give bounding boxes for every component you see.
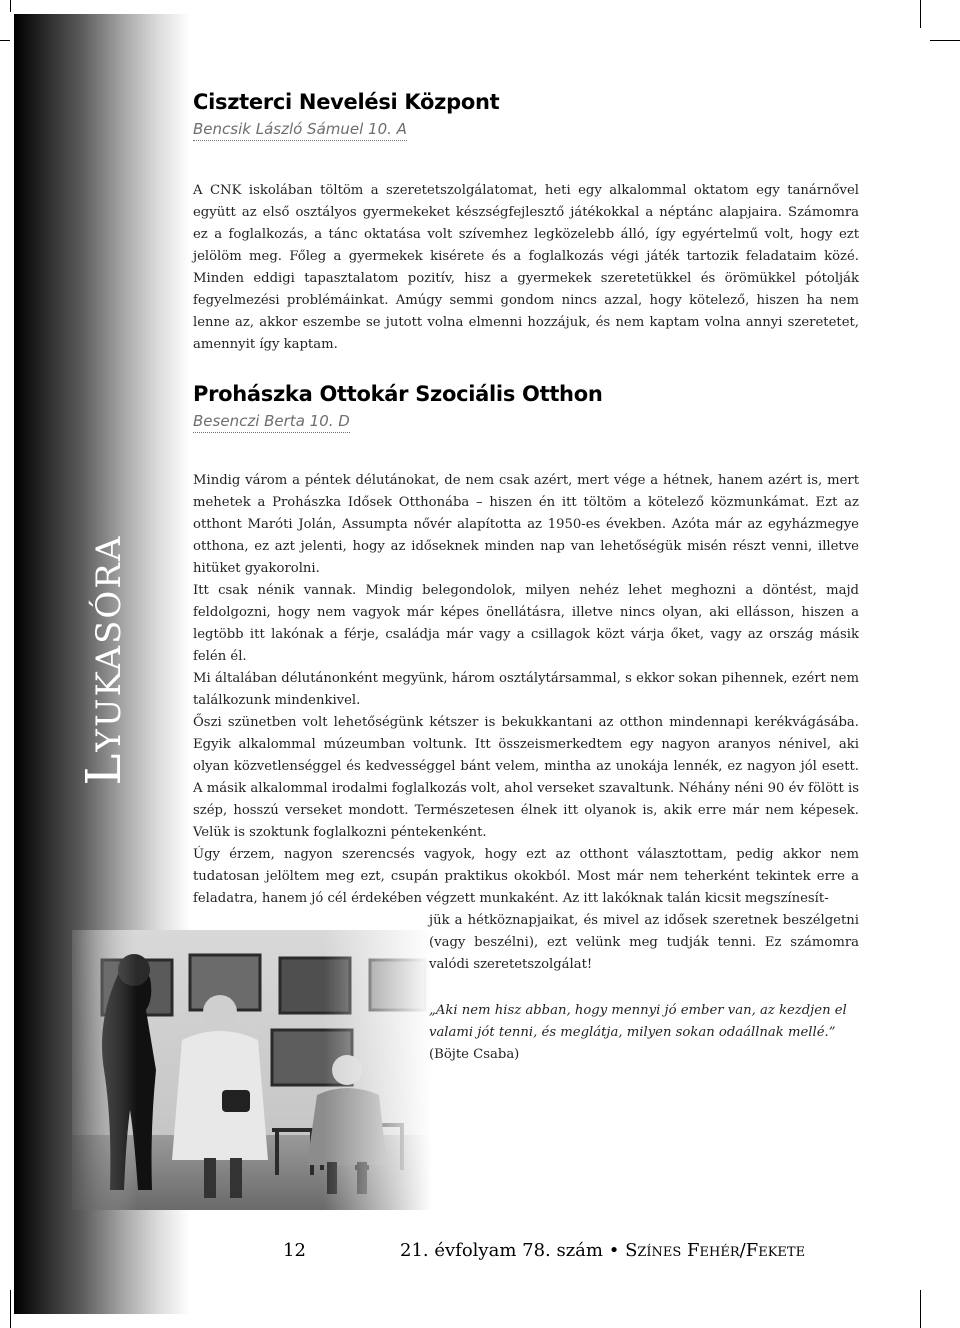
section-byline-bencsik: Bencsik László Sámuel 10. A [193,120,407,141]
crop-mark [930,40,960,41]
section-heading-prohaszka: Prohászka Ottokár Szociális Otthon [193,382,603,406]
section-body-prohaszka [193,470,859,910]
paragraph: A CNK iskolában töltöm a szeretetszolgálatomat, heti egy alkalommal oktatom egy tanárnővel együtt az első osztályos gyermekeket készségfejlesztő játékokkal a néptánc alapjaira. Számomra ez a foglalkozás, a tánc oktatása volt szívemhez legközelebb álló, így egyértelmű volt, hogy ezt jelölöm meg. Főleg a gyermekek kisérete és a foglalkozás végi játék tartozik feladataim közé. Minden eddigi tapasztalatom pozitív, hisz a gyermekek szeretetükkel és örömükkel pótolják fegyelmezési problémáinkat. Amúgy semmi gondom nincs azzal, hogy kötelező, hiszen ha nem lenne az, akkor eszembe se jutott volna elmenni hozzájuk, és nem kaptam volna annyi szeretetet, amennyit így kaptam. [193,183,859,352]
photo-elderly-visit [72,930,432,1210]
quote [429,1000,859,1066]
page-number: 12 [283,1240,306,1261]
sidebar-title: Lyukasóra [76,534,132,786]
section-byline-besenczi: Besenczi Berta 10. D [193,412,350,433]
paragraph: Őszi szünetben volt lehetőségünk kétszer is bekukkantani az otthon mindennapi kerékvágásába. Egyik alkalommal múzeumban voltunk. Itt összeismerkedtem egy nagyon aranyos nénivel, aki olyan közvetlenséggel és kedvességgel bánt velem, mintha az unokája lennék, ez nagyon jól esett. A másik alkalommal irodalmi foglalkozás volt, ahol verseket szavaltunk. Néhány néni 90 év fölött is szép, hosszú verseket mondott. Természetesen élnek itt olyanok is, akik erre már nem képesek. Velük is szoktunk foglalkozni péntekenként. [193,715,859,840]
footer-series: Színes Fehér/Fekete [625,1240,806,1261]
paragraph: Itt csak nénik vannak. Mindig belegondolok, milyen nehéz lehet meghozni a döntést, majd feldolgozni, hogy nem vagyok már képes önellátásra, illetve nincs olyan, aki ellásson, hiszen a legtöbb itt lakónak a férje, családja már vagy a csillagok közt várja őket, vagy az ország másik felén él. [193,583,859,664]
crop-mark [920,1290,921,1328]
paragraph: Mindig várom a péntek délutánokat, de nem csak azért, mert vége a hétnek, hanem azért is, mert mehetek a Prohászka Idősek Otthonába – hiszen én itt töltöm a kötelező közmunkámat. Ezt az otthont Maróti Jolán, Assumpta nővér alapította az 1950-es években. Azóta már az egyházmegye otthona, ez azt jelenti, hogy az időseknek minden nap van lehetőségük misén részt venni, illetve hitüket gyakorolni. [193,473,859,576]
quote-author: (Böjte Csaba) [429,1047,520,1062]
paragraph-continuation: jük a hétköznapjaikat, és mivel az idősek szeretnek beszélgetni (vagy beszélni), ezt velünk meg tudják tenni. Ez számomra valódi szeretetszolgálat! [429,913,859,972]
paragraph: Úgy érzem, nagyon szerencsés vagyok, hogy ezt az otthont választottam, pedig akkor nem tudatosan jelöltem meg ezt, csupán praktikus okokból. Most már nem teherként tekintek erre a feladatra, hanem jó cél érdekében végzett munkaként. Az itt lakóknak talán kicsit megszínesít- [193,847,859,906]
footer-issue [400,1240,805,1261]
section-heading-ciszterci: Ciszterci Nevelési Központ [193,90,500,114]
crop-mark [10,1290,11,1328]
photo-illustration [72,930,432,1210]
footer-issue-text: 21. évfolyam 78. szám • [400,1240,620,1261]
crop-mark [0,40,10,41]
crop-mark [10,0,11,12]
paragraph: Mi általában délutánonként megyünk, három osztálytársammal, s ekkor sokan pihennek, ezért nem találkozunk mindenkivel. [193,671,859,708]
quote-text: „Aki nem hisz abban, hogy mennyi jó ember van, az kezdjen el valami jót tenni, és meglátja, milyen sokan odaállnak mellé.” [429,1003,847,1040]
section-body-ciszterci [193,180,859,356]
crop-mark [920,0,921,28]
